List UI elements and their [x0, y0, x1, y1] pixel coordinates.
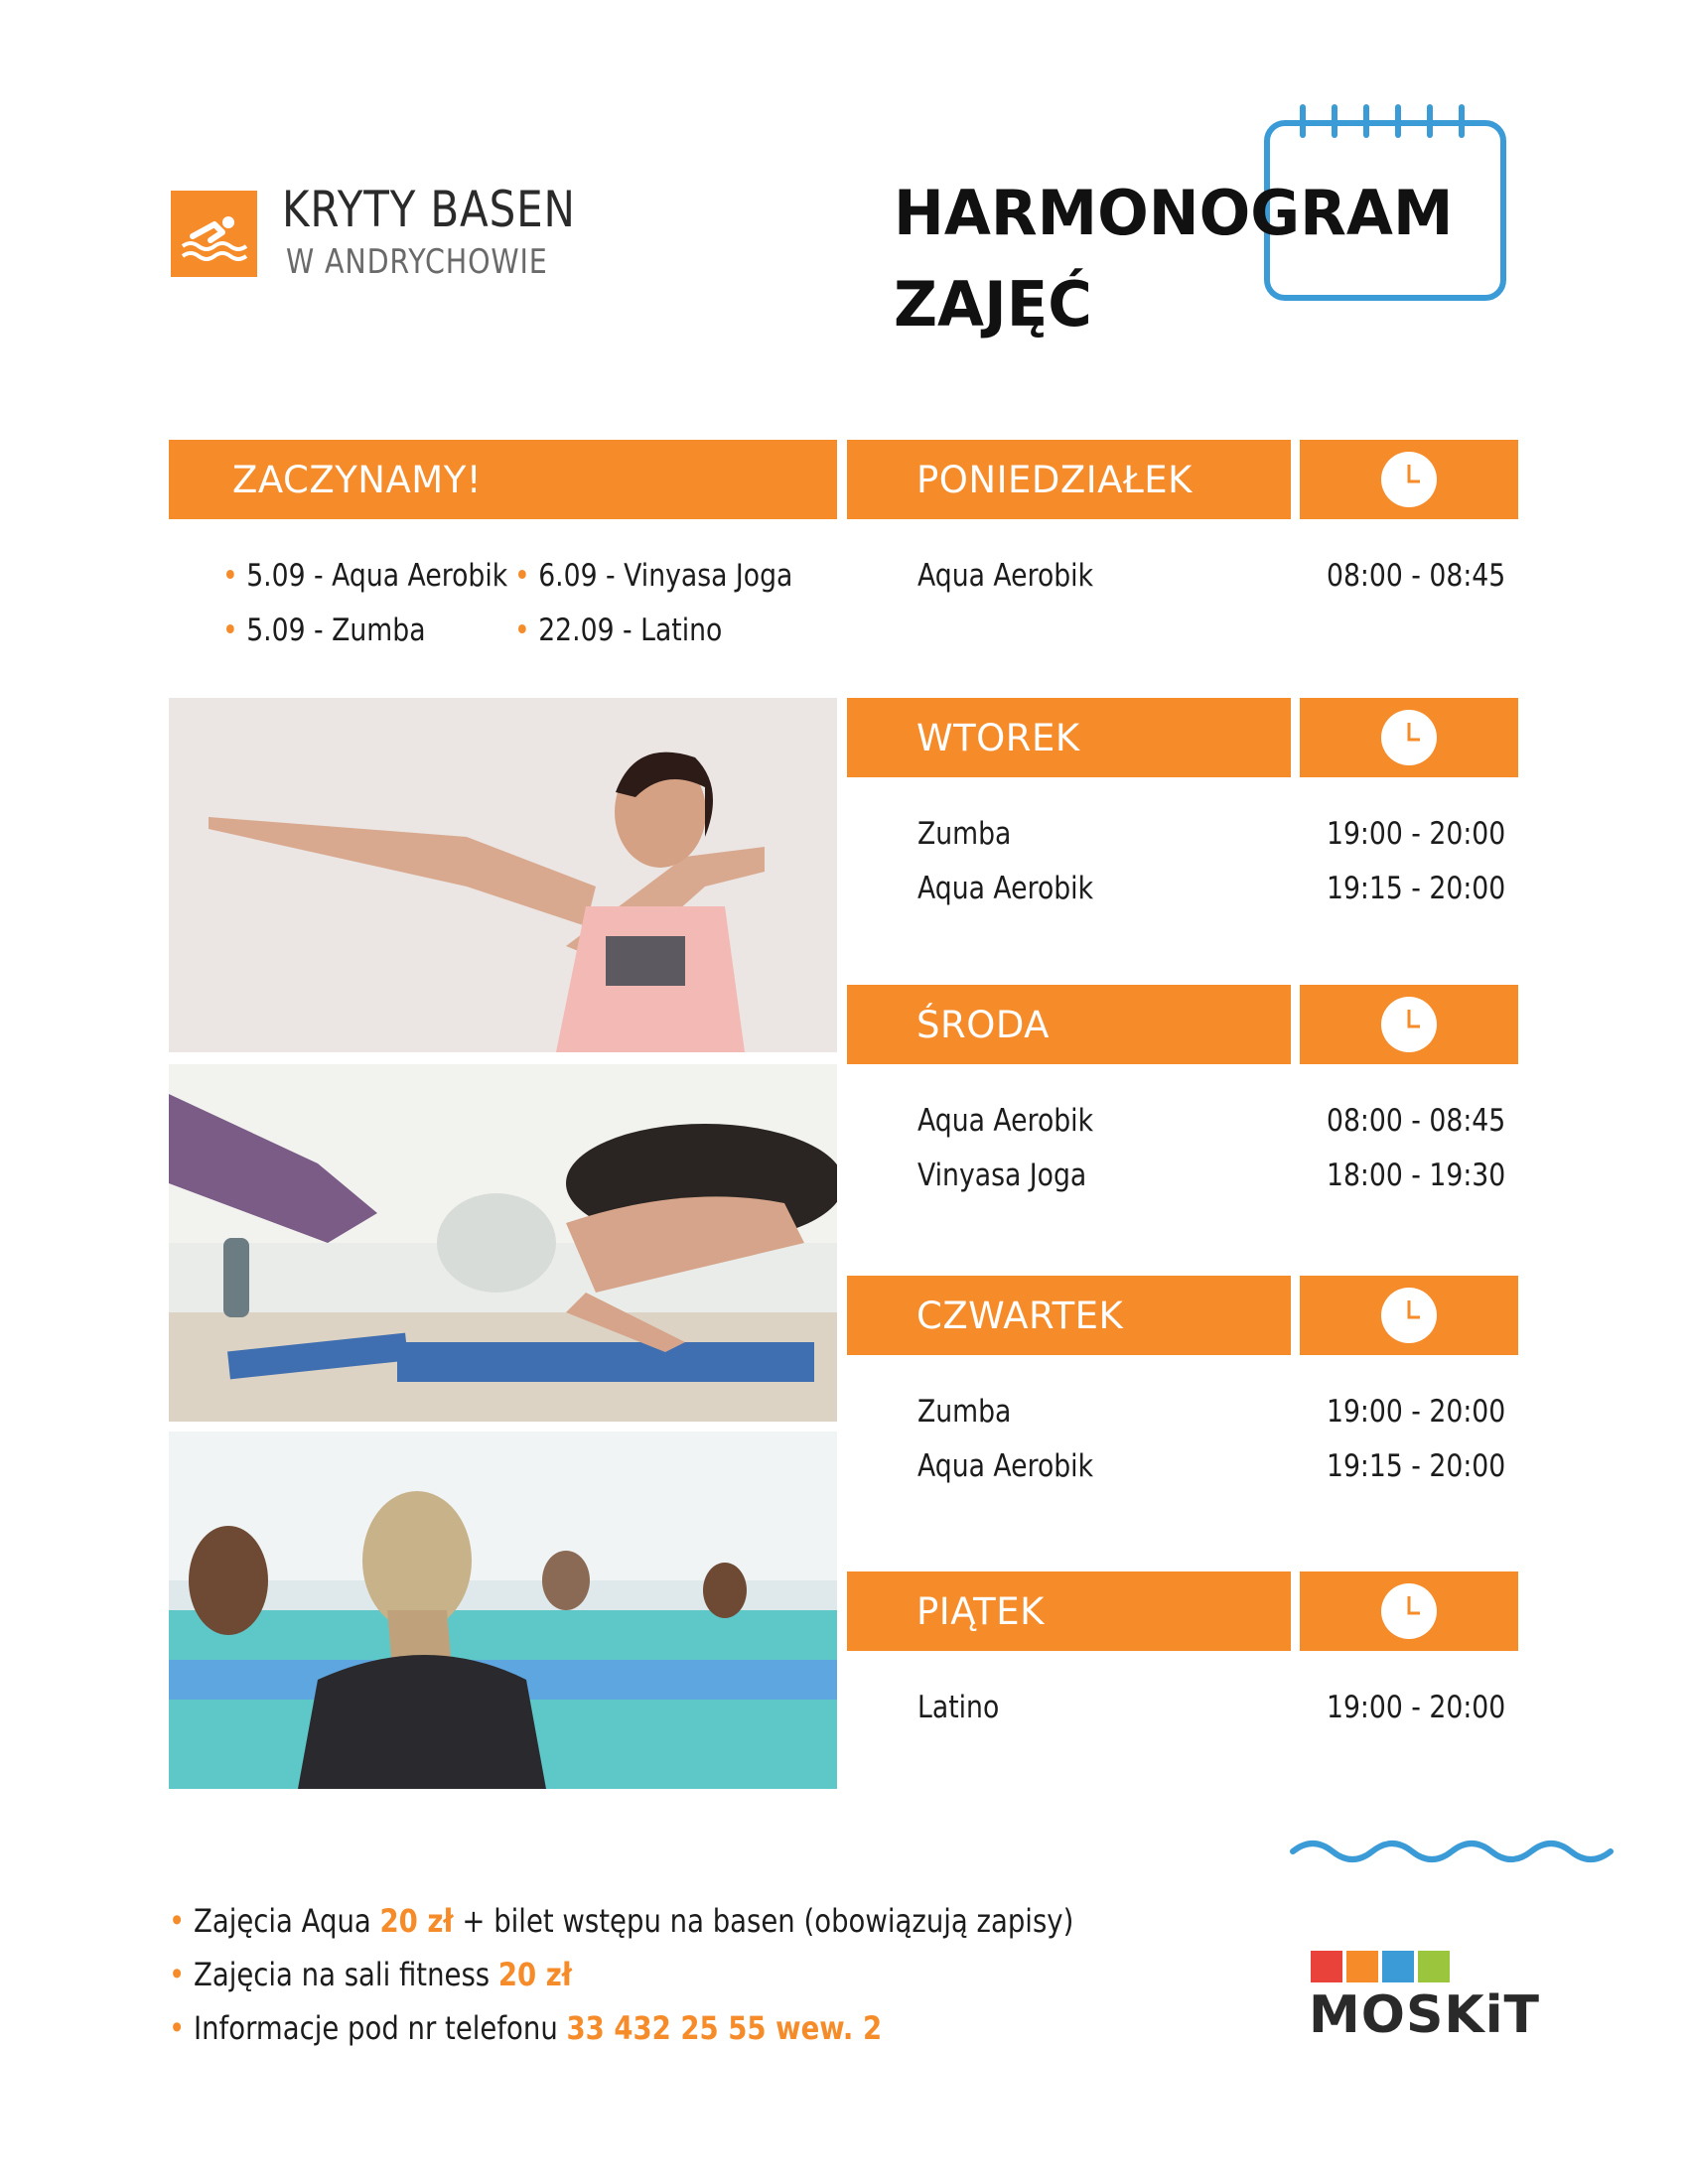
info-aqua-price: • Zajęcia Aqua 20 zł + bilet wstępu na basen (obowiązują zapisy): [169, 1902, 1074, 1940]
clock-icon: [1380, 709, 1438, 766]
day-label: ŚRODA: [916, 1003, 1050, 1046]
class-name: Aqua Aerobik: [917, 1448, 1094, 1484]
class-name: Aqua Aerobik: [917, 871, 1094, 906]
logo-subtitle: W ANDRYCHOWIE: [286, 242, 548, 282]
photo-aqua: [169, 1432, 837, 1789]
start-item: • 5.09 - Zumba: [222, 613, 426, 648]
start-item: • 6.09 - Vinyasa Joga: [514, 558, 793, 594]
class-time: 19:00 - 20:00: [1327, 1394, 1506, 1430]
class-time: 08:00 - 08:45: [1327, 1103, 1506, 1139]
time-header: [1300, 1571, 1518, 1651]
class-time: 19:15 - 20:00: [1327, 871, 1506, 906]
time-header: [1300, 440, 1518, 519]
day-header: [847, 698, 1291, 777]
class-time: 19:15 - 20:00: [1327, 1448, 1506, 1484]
moskit-logo: MOSKiT: [1309, 1985, 1540, 2045]
photo-yoga: [169, 1064, 837, 1422]
class-time: 08:00 - 08:45: [1327, 558, 1506, 594]
day-label: WTOREK: [916, 716, 1080, 759]
day-header: [847, 1276, 1291, 1355]
clock-icon: [1380, 1287, 1438, 1344]
class-time: 19:00 - 20:00: [1327, 1690, 1506, 1725]
day-label: CZWARTEK: [916, 1294, 1124, 1337]
time-header: [1300, 1276, 1518, 1355]
class-name: Zumba: [917, 816, 1012, 852]
class-name: Vinyasa Joga: [917, 1158, 1087, 1193]
start-item: • 22.09 - Latino: [514, 613, 723, 648]
logo-title: KRYTY BASEN: [282, 181, 576, 238]
info-phone: • Informacje pod nr telefonu 33 432 25 55 wew. 2: [169, 2009, 883, 2047]
wave-icon: [1289, 1832, 1617, 1871]
page-title-line1: HARMONOGRAM: [894, 177, 1454, 249]
class-name: Aqua Aerobik: [917, 1103, 1094, 1139]
class-name: Latino: [917, 1690, 1000, 1725]
start-header: [169, 440, 837, 519]
day-header: [847, 440, 1291, 519]
swimmer-icon: [171, 191, 257, 277]
time-header: [1300, 698, 1518, 777]
day-label: PONIEDZIAŁEK: [916, 458, 1193, 501]
time-header: [1300, 985, 1518, 1064]
page-title-line2: ZAJĘĆ: [894, 268, 1092, 341]
clock-icon: [1380, 1582, 1438, 1640]
moskit-logo-icons: [1311, 1951, 1509, 1982]
swimmer-logo: [171, 191, 257, 277]
clock-icon: [1380, 451, 1438, 508]
class-time: 19:00 - 20:00: [1327, 816, 1506, 852]
day-header: [847, 985, 1291, 1064]
info-fitness-price: • Zajęcia na sali fitness 20 zł: [169, 1956, 572, 1993]
photo-zumba: [169, 698, 837, 1052]
class-name: Zumba: [917, 1394, 1012, 1430]
start-item: • 5.09 - Aqua Aerobik: [222, 558, 508, 594]
start-label: ZACZYNAMY!: [232, 458, 483, 501]
clock-icon: [1380, 996, 1438, 1053]
day-header: [847, 1571, 1291, 1651]
day-label: PIĄTEK: [916, 1589, 1045, 1633]
class-time: 18:00 - 19:30: [1327, 1158, 1506, 1193]
class-name: Aqua Aerobik: [917, 558, 1094, 594]
